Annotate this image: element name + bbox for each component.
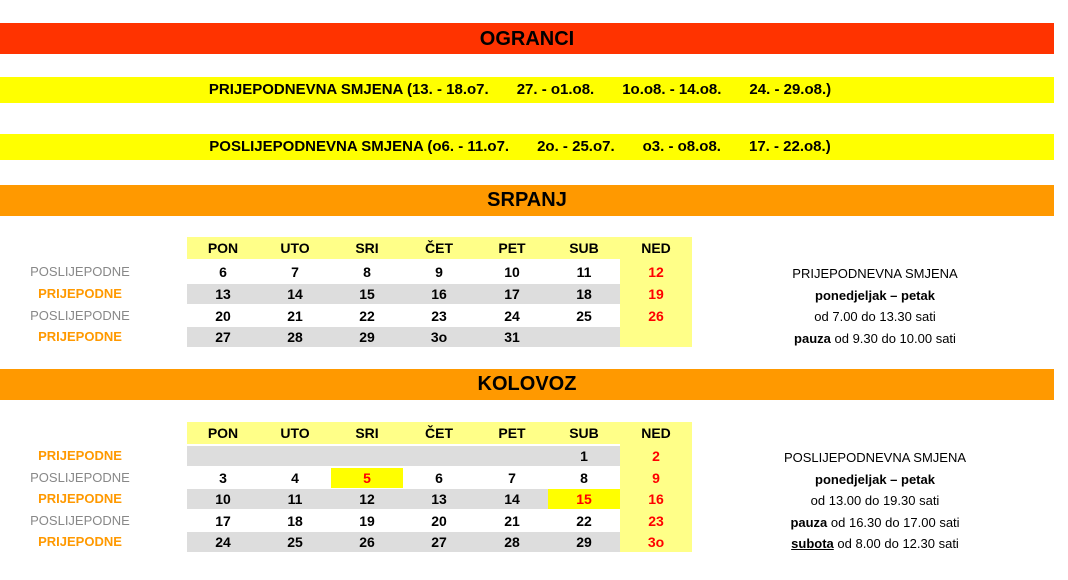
day-cell: 16 [431, 286, 447, 302]
afternoon-shift-text: 17. - 22.o8.) [748, 138, 831, 155]
august-title: KOLOVOZ [477, 373, 577, 395]
morning-shift-text: 27. - o1.o8. [516, 81, 595, 98]
sunday-cell: 2 [652, 448, 660, 464]
day-cell: 23 [431, 308, 447, 324]
sunday-cell: 16 [648, 491, 664, 507]
shift-label: PRIJEPODNE [38, 329, 122, 344]
day-cell: 13 [431, 491, 447, 507]
day-cell: 8 [363, 264, 371, 280]
calendar-row [0, 284, 700, 304]
day-cell: 18 [287, 513, 303, 529]
weekday-header-cell: UTO [280, 240, 310, 256]
day-cell: 14 [287, 286, 303, 302]
info-hours: od 7.00 do 13.30 sati [814, 309, 936, 324]
weekday-header [0, 422, 700, 444]
day-cell: 10 [504, 264, 520, 280]
day-cell: 17 [504, 286, 520, 302]
weekday-header-cell: SRI [355, 240, 379, 256]
day-cell: 27 [215, 329, 231, 345]
page-title: OGRANCI [479, 28, 575, 50]
day-cell: 15 [359, 286, 375, 302]
weekday-header-cell: PET [498, 425, 526, 441]
info-break-label: pauza [790, 514, 828, 530]
sunday-cell: 26 [648, 308, 664, 324]
day-cell: 6 [219, 264, 227, 280]
july-title: SRPANJ [487, 189, 567, 211]
day-cell: 20 [215, 308, 231, 324]
day-cell: 11 [576, 264, 592, 280]
weekday-header-cell: NED [641, 240, 671, 256]
weekday-header [0, 237, 700, 259]
shift-label: POSLIJEPODNE [30, 513, 130, 528]
weekday-header-cell: PET [498, 240, 526, 256]
day-cell: 4 [291, 470, 299, 486]
day-cell: 7 [291, 264, 299, 280]
day-cell: 25 [287, 534, 303, 550]
info-heading: POSLIJEPODNEVNA SMJENA [783, 450, 967, 465]
morning-shift-text: 1o.o8. - 14.o8. [622, 81, 722, 98]
weekday-header-cell: ČET [425, 240, 453, 256]
day-cell: 8 [580, 470, 588, 486]
day-cell: 19 [359, 513, 375, 529]
info-break [740, 328, 1010, 350]
calendar-row [0, 446, 700, 466]
calendar-row [0, 468, 700, 488]
day-cell: 24 [504, 308, 520, 324]
calendar-row [0, 262, 700, 282]
day-cell: 26 [359, 534, 375, 550]
calendar-row [0, 532, 700, 552]
afternoon-shift-info [740, 447, 1010, 555]
morning-shift-text: 24. - 29.o8.) [749, 81, 832, 98]
day-cell: 28 [287, 329, 303, 345]
weekday-header-cell: SUB [569, 240, 599, 256]
day-cell: 22 [576, 513, 592, 529]
day-cell: 12 [359, 491, 375, 507]
day-cell: 22 [359, 308, 375, 324]
info-saturday [740, 533, 1010, 555]
day-cell: 3 [219, 470, 227, 486]
calendar-row [0, 511, 700, 531]
afternoon-shift-bar [0, 134, 1054, 160]
info-days: ponedjeljak – petak [815, 471, 935, 487]
afternoon-shift-text: 2o. - 25.o7. [537, 138, 615, 155]
info-break [740, 512, 1010, 534]
day-cell: 27 [431, 534, 447, 550]
calendar-row [0, 306, 700, 326]
morning-shift-text: PRIJEPODNEVNA SMJENA (13. - 18.o7. [208, 81, 489, 98]
info-heading: PRIJEPODNEVNA SMJENA [792, 266, 958, 281]
day-cell: 29 [359, 329, 375, 345]
july-title-bar [0, 185, 1054, 216]
day-cell: 10 [215, 491, 231, 507]
sunday-cell: 9 [652, 470, 660, 486]
day-cell: 20 [431, 513, 447, 529]
morning-shift-info [740, 263, 1010, 349]
sunday-cell: 3o [647, 534, 665, 550]
info-saturday-time: od 8.00 do 12.30 sati [833, 536, 959, 551]
shift-label: PRIJEPODNE [38, 534, 122, 549]
shift-label: PRIJEPODNE [38, 448, 122, 463]
shift-label: POSLIJEPODNE [30, 308, 130, 323]
weekday-header-cell: SUB [569, 425, 599, 441]
calendar-row [0, 327, 700, 347]
info-break-time: od 9.30 do 10.00 sati [830, 330, 956, 346]
afternoon-shift-text: POSLIJEPODNEVNA SMJENA (o6. - 11.o7. [209, 138, 510, 155]
shift-label: POSLIJEPODNE [30, 470, 130, 485]
info-hours: od 13.00 do 19.30 sati [810, 493, 940, 508]
day-cell: 1 [580, 448, 588, 464]
weekday-header-cell: PON [207, 240, 239, 256]
weekday-header-cell: PON [207, 425, 239, 441]
day-cell: 11 [287, 491, 303, 507]
info-break-label: pauza [794, 330, 831, 346]
day-cell: 24 [215, 534, 231, 550]
day-cell: 18 [576, 286, 592, 302]
day-cell: 13 [215, 286, 231, 302]
info-saturday-label: subota [791, 536, 834, 551]
morning-shift-bar [0, 77, 1054, 103]
shift-label: POSLIJEPODNE [30, 264, 130, 279]
weekday-header-cell: NED [641, 425, 671, 441]
title-bar [0, 23, 1054, 54]
day-cell: 7 [508, 470, 516, 486]
sunday-cell: 23 [648, 513, 664, 529]
day-cell: 6 [435, 470, 443, 486]
day-cell: 21 [504, 513, 520, 529]
sunday-cell: 12 [648, 264, 664, 280]
sunday-cell: 19 [648, 286, 664, 302]
day-cell: 14 [504, 491, 520, 507]
holiday-cell: 15 [548, 489, 620, 509]
info-break-time: od 16.30 do 17.00 sati [827, 514, 960, 530]
calendar-row [0, 489, 700, 509]
day-cell: 3o [430, 329, 448, 345]
afternoon-shift-text: o3. - o8.o8. [642, 138, 721, 155]
day-cell: 25 [576, 308, 592, 324]
holiday-cell: 5 [331, 468, 403, 488]
day-cell: 28 [504, 534, 520, 550]
info-days: ponedjeljak – petak [815, 287, 935, 303]
shift-label: PRIJEPODNE [38, 491, 122, 506]
day-cell: 17 [215, 513, 231, 529]
weekday-header-cell: SRI [355, 425, 379, 441]
day-cell: 29 [576, 534, 592, 550]
day-cell: 9 [435, 264, 443, 280]
weekday-header-cell: ČET [425, 425, 453, 441]
weekday-header-cell: UTO [280, 425, 310, 441]
shift-label: PRIJEPODNE [38, 286, 122, 301]
august-title-bar [0, 369, 1054, 400]
day-cell: 21 [287, 308, 303, 324]
day-cell: 31 [504, 329, 520, 345]
